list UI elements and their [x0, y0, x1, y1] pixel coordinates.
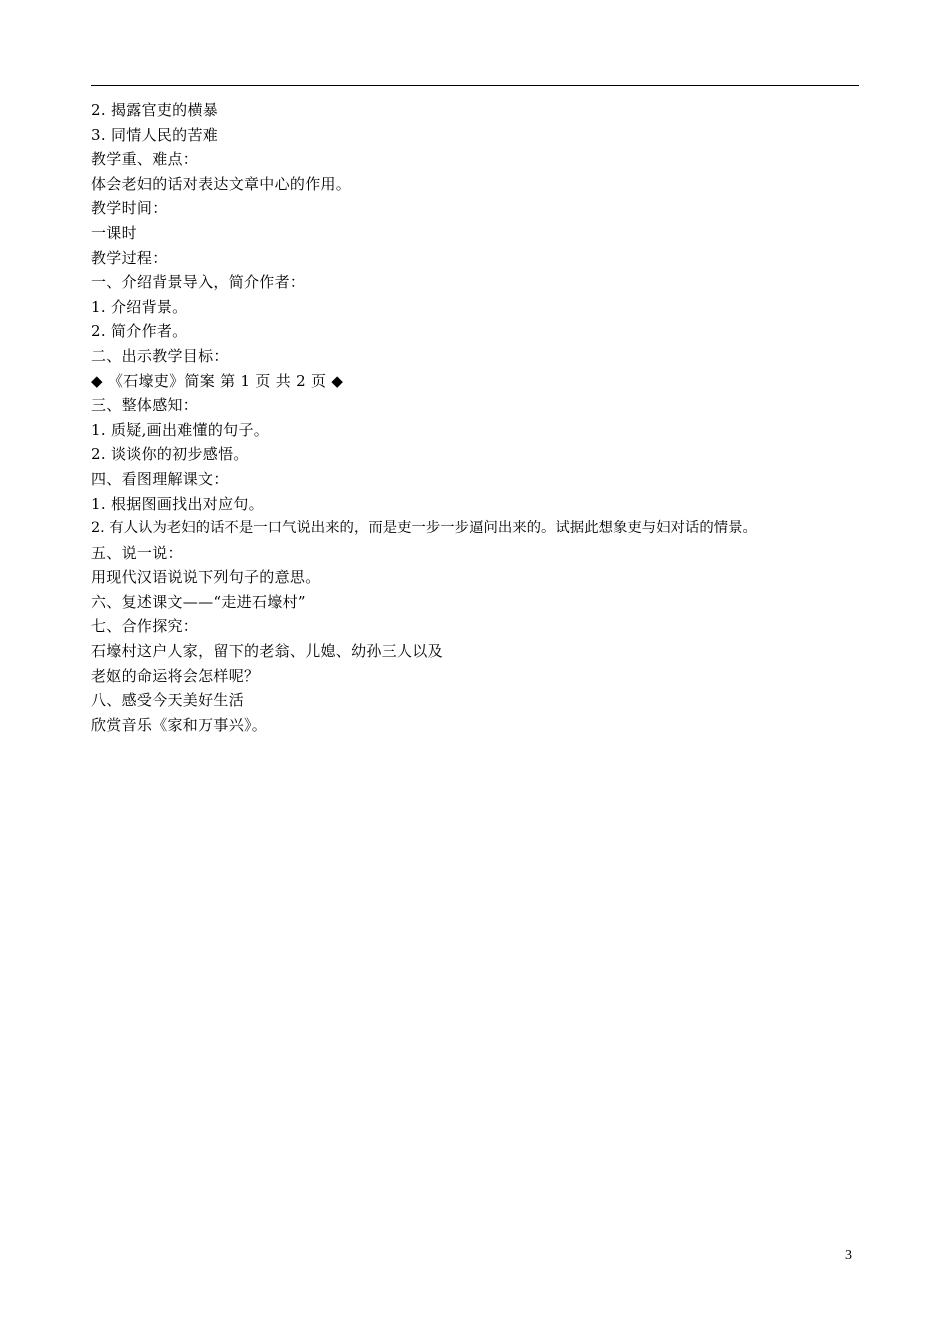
- text-line: 2. 有人认为老妇的话不是一口气说出来的，而是吏一步一步逼问出来的。试据此想象吏与妇对话的情景。: [91, 520, 757, 537]
- text-line: 2. 揭露官吏的横暴: [91, 101, 219, 119]
- section-heading: 教学时间：: [91, 199, 168, 218]
- section-heading: 三、整体感知：: [91, 396, 199, 415]
- page-number: 3: [845, 1248, 852, 1263]
- section-heading: 八、感受今天美好生活: [91, 691, 245, 710]
- section-heading: 七、合作探究：: [91, 617, 199, 636]
- text-line: 2. 谈谈你的初步感悟。: [91, 445, 249, 464]
- text-line: 2. 简介作者。: [91, 322, 188, 341]
- section-heading: 教学重、难点：: [91, 150, 199, 169]
- section-heading: 二、出示教学目标：: [91, 346, 229, 365]
- text-line: 1. 介绍背景。: [91, 297, 188, 316]
- text-line: 老妪的命运将会怎样呢？: [91, 666, 260, 685]
- section-heading: 一、介绍背景导入，简介作者：: [91, 273, 306, 292]
- text-line: 1. 质疑,画出难懂的句子。: [91, 420, 270, 439]
- text-line: 用现代汉语说说下列句子的意思。: [91, 568, 321, 587]
- text-line: 3. 同情人民的苦难: [91, 125, 219, 144]
- text-line: 欣赏音乐《家和万事兴》。: [91, 715, 268, 734]
- section-heading: 五、说一说：: [91, 543, 183, 562]
- header-rule: [91, 85, 859, 86]
- text-line: 石壕村这户人家，留下的老翁、儿媳、幼孙三人以及: [91, 642, 443, 661]
- text-line: 1. 根据图画找出对应句。: [91, 494, 264, 513]
- text-line: 体会老妇的话对表达文章中心的作用。: [91, 174, 352, 193]
- section-heading: 六、复述课文——“走进石壕村”: [91, 592, 306, 611]
- section-heading: 四、看图理解课文：: [91, 469, 229, 488]
- section-heading: 教学过程：: [91, 248, 168, 267]
- inline-footer-line: ◆ 《石壕吏》简案 第 1 页 共 2 页 ◆: [91, 371, 344, 390]
- text-line: 一课时: [91, 223, 137, 242]
- document-body: [91, 98, 881, 737]
